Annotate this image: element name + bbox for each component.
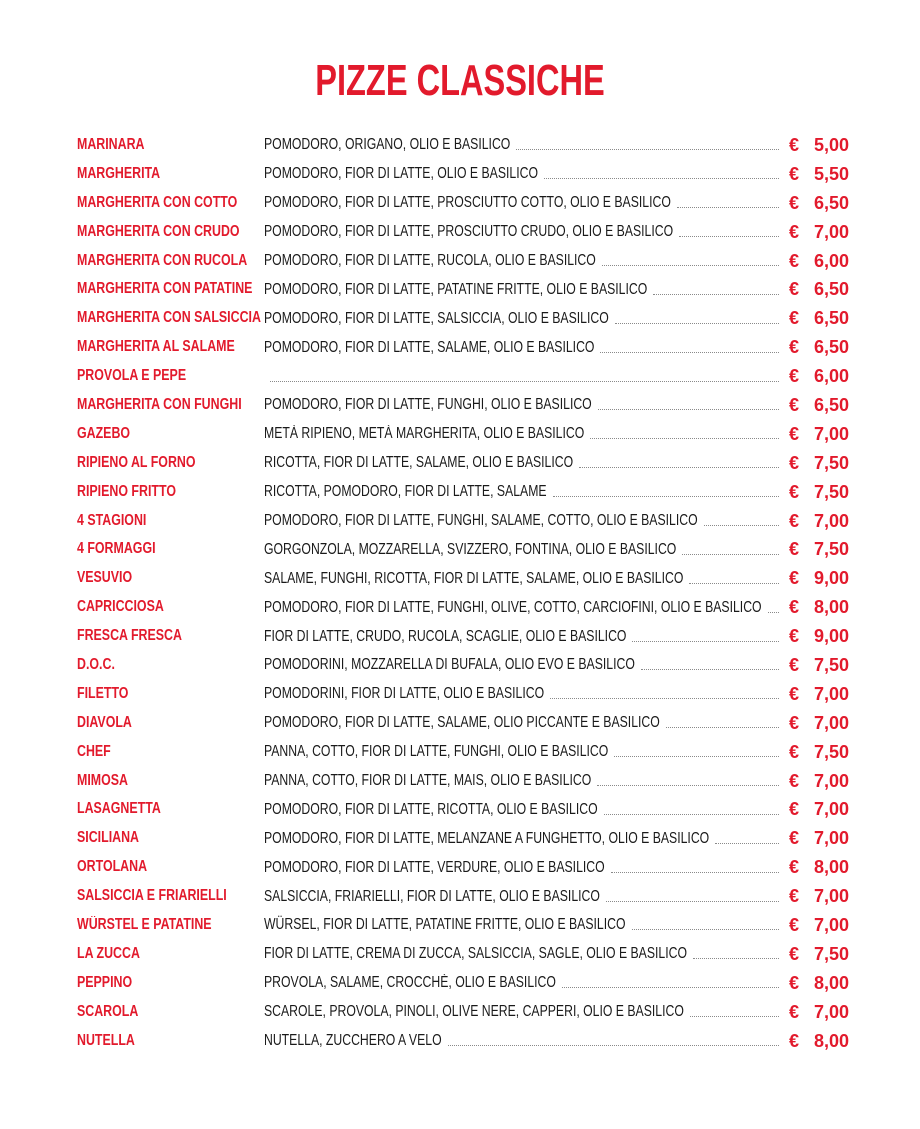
currency-symbol: € (789, 972, 800, 993)
dotted-leader (632, 929, 780, 930)
pizza-ingredients-text: POMODORO, FIOR DI LATTE, PATATINE FRITTE, OLIO E BASILICO (264, 280, 648, 298)
pizza-description-line (264, 478, 779, 507)
pizza-name: MARGHERITA AL SALAME (77, 338, 235, 356)
pizza-ingredients (264, 714, 660, 732)
pizza-description-line (264, 824, 779, 853)
dotted-leader (641, 669, 779, 670)
price-block (789, 160, 849, 189)
price-block (789, 391, 849, 420)
price-block (789, 189, 849, 218)
pizza-price: 7,00 (813, 712, 849, 733)
pizza-ingredients (264, 772, 591, 790)
currency-symbol: € (789, 654, 800, 675)
pizza-price: 7,00 (813, 828, 849, 849)
pizza-price: 7,50 (813, 654, 849, 675)
pizza-ingredients (264, 512, 698, 530)
pizza-price: 7,50 (813, 539, 849, 560)
pizza-name: PROVOLA E PEPE (77, 367, 187, 385)
pizza-ingredients-text: PROVOLA, SALAME, CROCCHÈ, OLIO E BASILICO (264, 974, 556, 992)
dotted-leader (615, 323, 779, 324)
pizza-ingredients-text: POMODORINI, FIOR DI LATTE, OLIO E BASILICO (264, 685, 545, 703)
price-block (789, 622, 849, 651)
pizza-ingredients-text: POMODORINI, MOZZARELLA DI BUFALA, OLIO EVO E BASILICO (264, 656, 635, 674)
pizza-description-line (264, 680, 779, 709)
pizza-price: 7,00 (813, 221, 849, 242)
pizza-name: SALSICCIA E FRIARIELLI (77, 887, 227, 905)
currency-symbol: € (789, 539, 800, 560)
currency-symbol: € (789, 134, 800, 155)
pizza-ingredients (264, 281, 647, 299)
pizza-ingredients (264, 541, 676, 559)
currency-symbol: € (789, 914, 800, 935)
price-block (789, 275, 849, 304)
pizza-name: LASAGNETTA (77, 800, 161, 818)
pizza-description-line (264, 709, 779, 738)
pizza-description-line (264, 304, 779, 333)
pizza-name: FILETTO (77, 684, 129, 702)
dotted-leader (632, 641, 779, 642)
price-block (789, 333, 849, 362)
pizza-ingredients (264, 223, 673, 241)
price-block (789, 709, 849, 738)
pizza-price: 7,50 (813, 741, 849, 762)
pizza-ingredients-text: WÜRSEL, FIOR DI LATTE, PATATINE FRITTE, OLIO E BASILICO (264, 916, 626, 934)
dotted-leader (602, 265, 779, 266)
pizza-ingredients (264, 743, 608, 761)
pizza-ingredients-text: POMODORO, FIOR DI LATTE, MELANZANE A FUNGHETTO, OLIO E BASILICO (264, 829, 710, 847)
dotted-leader (270, 381, 779, 382)
currency-symbol: € (789, 626, 800, 647)
pizza-price: 5,00 (813, 134, 849, 155)
pizza-ingredients-text: PANNA, COTTO, FIOR DI LATTE, FUNGHI, OLIO E BASILICO (264, 743, 609, 761)
pizza-price: 7,50 (813, 481, 849, 502)
pizza-price: 9,00 (813, 626, 849, 647)
currency-symbol: € (789, 943, 800, 964)
price-block (789, 738, 849, 767)
pizza-description-line (264, 738, 779, 767)
menu-item (77, 911, 849, 940)
pizza-price: 8,00 (813, 597, 849, 618)
pizza-name: WÜRSTEL E PATATINE (77, 916, 212, 934)
menu-item (77, 275, 849, 304)
pizza-price: 6,50 (813, 279, 849, 300)
currency-symbol: € (789, 886, 800, 907)
menu-item (77, 940, 849, 969)
pizza-price: 7,00 (813, 770, 849, 791)
currency-symbol: € (789, 308, 800, 329)
pizza-ingredients-text: POMODORO, FIOR DI LATTE, VERDURE, OLIO E BASILICO (264, 858, 605, 876)
price-block (789, 680, 849, 709)
dotted-leader (704, 525, 779, 526)
pizza-name: CAPRICCIOSA (77, 598, 164, 616)
menu-item (77, 998, 849, 1027)
pizza-description-line (264, 131, 779, 160)
pizza-ingredients-text: RICOTTA, FIOR DI LATTE, SALAME, OLIO E BASILICO (264, 454, 574, 472)
pizza-name: NUTELLA (77, 1031, 135, 1049)
price-block (789, 218, 849, 247)
pizza-price: 8,00 (813, 972, 849, 993)
menu-item (77, 622, 849, 651)
dotted-leader (677, 207, 779, 208)
pizza-description-line (264, 795, 779, 824)
price-block (789, 593, 849, 622)
pizza-name: 4 STAGIONI (77, 511, 147, 529)
pizza-ingredients-text: SCAROLE, PROVOLA, PINOLI, OLIVE NERE, CAPPERI, OLIO E BASILICO (264, 1003, 684, 1021)
pizza-description-line (264, 189, 779, 218)
pizza-price: 7,00 (813, 510, 849, 531)
pizza-ingredients-text: POMODORO, FIOR DI LATTE, SALAME, OLIO PICCANTE E BASILICO (264, 714, 660, 732)
pizza-description-line (264, 535, 779, 564)
pizza-ingredients-text: POMODORO, FIOR DI LATTE, PROSCIUTTO CRUDO, OLIO E BASILICO (264, 223, 674, 241)
pizza-ingredients (264, 916, 626, 934)
menu-item (77, 882, 849, 911)
currency-symbol: € (789, 279, 800, 300)
pizza-description-line (264, 391, 779, 420)
pizza-price: 8,00 (813, 1030, 849, 1051)
menu-item (77, 507, 849, 536)
page-title: PIZZE CLASSICHE (315, 56, 605, 105)
pizza-name: PEPPINO (77, 973, 133, 991)
menu-item (77, 969, 849, 998)
pizza-name: SICILIANA (77, 829, 139, 847)
pizza-description-line (264, 420, 779, 449)
pizza-name: VESUVIO (77, 569, 133, 587)
menu-item (77, 853, 849, 882)
pizza-description-line (264, 564, 779, 593)
pizza-description-line (264, 362, 779, 391)
pizza-ingredients (264, 830, 709, 848)
pizza-ingredients (264, 888, 600, 906)
currency-symbol: € (789, 857, 800, 878)
pizza-name: GAZEBO (77, 424, 131, 442)
pizza-ingredients (264, 570, 683, 588)
pizza-name: RIPIENO FRITTO (77, 482, 176, 500)
currency-symbol: € (789, 828, 800, 849)
pizza-ingredients (264, 974, 556, 992)
currency-symbol: € (789, 221, 800, 242)
pizza-price: 7,00 (813, 423, 849, 444)
dotted-leader (562, 987, 779, 988)
price-block (789, 853, 849, 882)
menu-item (77, 824, 849, 853)
pizza-ingredients (264, 599, 762, 617)
pizza-name: FRESCA FRESCA (77, 627, 182, 645)
pizza-ingredients-text: SALAME, FUNGHI, RICOTTA, FIOR DI LATTE, SALAME, OLIO E BASILICO (264, 569, 684, 587)
currency-symbol: € (789, 452, 800, 473)
pizza-price: 6,00 (813, 366, 849, 387)
pizza-description-line (264, 593, 779, 622)
dotted-leader (544, 178, 779, 179)
pizza-ingredients (264, 396, 592, 414)
pizza-description-line (264, 507, 779, 536)
pizza-name: LA ZUCCA (77, 944, 140, 962)
pizza-price: 7,00 (813, 914, 849, 935)
pizza-ingredients-text: POMODORO, FIOR DI LATTE, SALAME, OLIO E BASILICO (264, 338, 595, 356)
pizza-ingredients (264, 945, 687, 963)
pizza-price: 7,00 (813, 683, 849, 704)
price-block (789, 651, 849, 680)
menu-item (77, 680, 849, 709)
price-block (789, 247, 849, 276)
currency-symbol: € (789, 1001, 800, 1022)
pizza-description-line (264, 1027, 779, 1056)
pizza-ingredients-text: POMODORO, FIOR DI LATTE, SALSICCIA, OLIO E BASILICO (264, 309, 609, 327)
pizza-ingredients-text: NUTELLA, ZUCCHERO A VELO (264, 1032, 442, 1050)
menu-item (77, 362, 849, 391)
currency-symbol: € (789, 799, 800, 820)
menu-item (77, 420, 849, 449)
pizza-price: 8,00 (813, 857, 849, 878)
dotted-leader (604, 814, 779, 815)
price-block (789, 449, 849, 478)
currency-symbol: € (789, 510, 800, 531)
pizza-ingredients-text: POMODORO, ORIGANO, OLIO E BASILICO (264, 136, 511, 154)
pizza-ingredients (264, 483, 547, 501)
currency-symbol: € (789, 423, 800, 444)
pizza-ingredients-text: FIOR DI LATTE, CRUDO, RUCOLA, SCAGLIE, OLIO E BASILICO (264, 627, 627, 645)
menu-item (77, 478, 849, 507)
dotted-leader (598, 409, 779, 410)
price-block (789, 131, 849, 160)
dotted-leader (516, 149, 779, 150)
menu-item (77, 1027, 849, 1056)
currency-symbol: € (789, 163, 800, 184)
price-block (789, 911, 849, 940)
menu-item (77, 651, 849, 680)
menu-item (77, 189, 849, 218)
price-block (789, 940, 849, 969)
pizza-description-line (264, 940, 779, 969)
pizza-ingredients (264, 339, 594, 357)
dotted-leader (666, 727, 779, 728)
dotted-leader (448, 1045, 779, 1046)
pizza-ingredients (264, 685, 544, 703)
dotted-leader (579, 467, 779, 468)
pizza-price: 9,00 (813, 568, 849, 589)
pizza-name: SCAROLA (77, 1002, 139, 1020)
pizza-ingredients (264, 801, 598, 819)
menu-item (77, 795, 849, 824)
pizza-price: 6,50 (813, 308, 849, 329)
pizza-description-line (264, 247, 779, 276)
pizza-description-line (264, 651, 779, 680)
pizza-ingredients-text: PANNA, COTTO, FIOR DI LATTE, MAIS, OLIO E BASILICO (264, 772, 592, 790)
pizza-ingredients (264, 1003, 684, 1021)
menu-item (77, 218, 849, 247)
pizza-price: 6,50 (813, 337, 849, 358)
menu-item (77, 304, 849, 333)
pizza-name: D.O.C. (77, 656, 115, 674)
dotted-leader (768, 612, 779, 613)
pizza-ingredients-text: METÀ RIPIENO, METÀ MARGHERITA, OLIO E BASILICO (264, 425, 585, 443)
dotted-leader (550, 698, 779, 699)
menu-item (77, 247, 849, 276)
currency-symbol: € (789, 250, 800, 271)
price-block (789, 998, 849, 1027)
pizza-name: MIMOSA (77, 771, 128, 789)
price-block (789, 564, 849, 593)
pizza-price: 6,50 (813, 192, 849, 213)
pizza-ingredients (264, 1032, 442, 1050)
dotted-leader (689, 583, 779, 584)
menu-item (77, 391, 849, 420)
pizza-name: RIPIENO AL FORNO (77, 453, 196, 471)
pizza-name: MARGHERITA CON COTTO (77, 193, 238, 211)
price-block (789, 969, 849, 998)
currency-symbol: € (789, 481, 800, 502)
pizza-description-line (264, 275, 779, 304)
pizza-name: 4 FORMAGGI (77, 540, 156, 558)
currency-symbol: € (789, 683, 800, 704)
pizza-name: ORTOLANA (77, 858, 148, 876)
pizza-name: MARGHERITA CON RUCOLA (77, 251, 248, 269)
pizza-ingredients-text: POMODORO, FIOR DI LATTE, FUNGHI, SALAME, COTTO, OLIO E BASILICO (264, 512, 698, 530)
currency-symbol: € (789, 741, 800, 762)
pizza-description-line (264, 911, 779, 940)
dotted-leader (715, 843, 779, 844)
currency-symbol: € (789, 568, 800, 589)
pizza-name: MARGHERITA (77, 164, 161, 182)
dotted-leader (597, 785, 779, 786)
price-block (789, 824, 849, 853)
dotted-leader (653, 294, 779, 295)
pizza-description-line (264, 333, 779, 362)
menu-item (77, 709, 849, 738)
pizza-name: DIAVOLA (77, 713, 132, 731)
dotted-leader (690, 1016, 779, 1017)
currency-symbol: € (789, 712, 800, 733)
pizza-name: MARGHERITA CON SALSICCIA (77, 309, 261, 327)
dotted-leader (611, 872, 779, 873)
pizza-ingredients-text: POMODORO, FIOR DI LATTE, FUNGHI, OLIO E BASILICO (264, 396, 592, 414)
menu-item (77, 333, 849, 362)
pizza-ingredients-text: RICOTTA, POMODORO, FIOR DI LATTE, SALAME (264, 483, 547, 501)
pizza-price: 7,00 (813, 799, 849, 820)
price-block (789, 882, 849, 911)
currency-symbol: € (789, 1030, 800, 1051)
menu-item (77, 535, 849, 564)
price-block (789, 535, 849, 564)
pizza-ingredients (264, 454, 573, 472)
currency-symbol: € (789, 192, 800, 213)
dotted-leader (614, 756, 779, 757)
pizza-name: CHEF (77, 742, 111, 760)
dotted-leader (606, 901, 779, 902)
menu-item (77, 160, 849, 189)
pizza-ingredients (264, 194, 671, 212)
pizza-description-line (264, 969, 779, 998)
dotted-leader (682, 554, 779, 555)
pizza-description-line (264, 853, 779, 882)
pizza-name: MARGHERITA CON FUNGHI (77, 396, 242, 414)
pizza-ingredients-text: SALSICCIA, FRIARIELLI, FIOR DI LATTE, OLIO E BASILICO (264, 887, 600, 905)
menu-item (77, 131, 849, 160)
price-block (789, 767, 849, 796)
price-block (789, 1027, 849, 1056)
pizza-ingredients (264, 136, 510, 154)
pizza-description-line (264, 160, 779, 189)
pizza-price: 7,50 (813, 452, 849, 473)
pizza-description-line (264, 767, 779, 796)
pizza-ingredients-text: POMODORO, FIOR DI LATTE, OLIO E BASILICO (264, 165, 538, 183)
dotted-leader (679, 236, 779, 237)
pizza-description-line (264, 218, 779, 247)
pizza-ingredients (264, 656, 635, 674)
pizza-ingredients-text: POMODORO, FIOR DI LATTE, PROSCIUTTO COTTO, OLIO E BASILICO (264, 194, 671, 212)
dotted-leader (553, 496, 779, 497)
dotted-leader (600, 352, 779, 353)
pizza-description-line (264, 449, 779, 478)
dotted-leader (693, 958, 779, 959)
pizza-name: MARGHERITA CON PATATINE (77, 280, 253, 298)
pizza-ingredients-text: GORGONZOLA, MOZZARELLA, SVIZZERO, FONTINA, OLIO E BASILICO (264, 540, 677, 558)
pizza-list (77, 131, 849, 1056)
pizza-price: 5,50 (813, 163, 849, 184)
pizza-name: MARGHERITA CON CRUDO (77, 222, 240, 240)
pizza-description-line (264, 882, 779, 911)
pizza-ingredients-text: POMODORO, FIOR DI LATTE, RUCOLA, OLIO E BASILICO (264, 252, 596, 269)
menu-item (77, 593, 849, 622)
currency-symbol: € (789, 394, 800, 415)
currency-symbol: € (789, 337, 800, 358)
pizza-price: 6,50 (813, 394, 849, 415)
pizza-name: MARINARA (77, 136, 145, 153)
pizza-price: 7,50 (813, 943, 849, 964)
pizza-ingredients (264, 628, 626, 646)
price-block (789, 420, 849, 449)
menu-item (77, 738, 849, 767)
price-block (789, 478, 849, 507)
pizza-description-line (264, 622, 779, 651)
menu-item (77, 449, 849, 478)
pizza-ingredients (264, 425, 584, 443)
pizza-ingredients (264, 165, 538, 183)
pizza-ingredients (264, 252, 596, 270)
currency-symbol: € (789, 597, 800, 618)
menu-item (77, 767, 849, 796)
dotted-leader (590, 438, 779, 439)
pizza-price: 6,00 (813, 250, 849, 271)
pizza-ingredients (264, 859, 605, 877)
pizza-ingredients-text: FIOR DI LATTE, CREMA DI ZUCCA, SALSICCIA, SAGLE, OLIO E BASILICO (264, 945, 688, 963)
price-block (789, 304, 849, 333)
pizza-description-line (264, 998, 779, 1027)
pizza-price: 7,00 (813, 886, 849, 907)
price-block (789, 362, 849, 391)
pizza-price: 7,00 (813, 1001, 849, 1022)
pizza-ingredients (264, 310, 609, 328)
currency-symbol: € (789, 366, 800, 387)
currency-symbol: € (789, 770, 800, 791)
price-block (789, 795, 849, 824)
price-block (789, 507, 849, 536)
pizza-ingredients-text: POMODORO, FIOR DI LATTE, FUNGHI, OLIVE, COTTO, CARCIOFINI, OLIO E BASILICO (264, 598, 762, 616)
menu-item (77, 564, 849, 593)
pizza-ingredients-text: POMODORO, FIOR DI LATTE, RICOTTA, OLIO E BASILICO (264, 800, 598, 818)
